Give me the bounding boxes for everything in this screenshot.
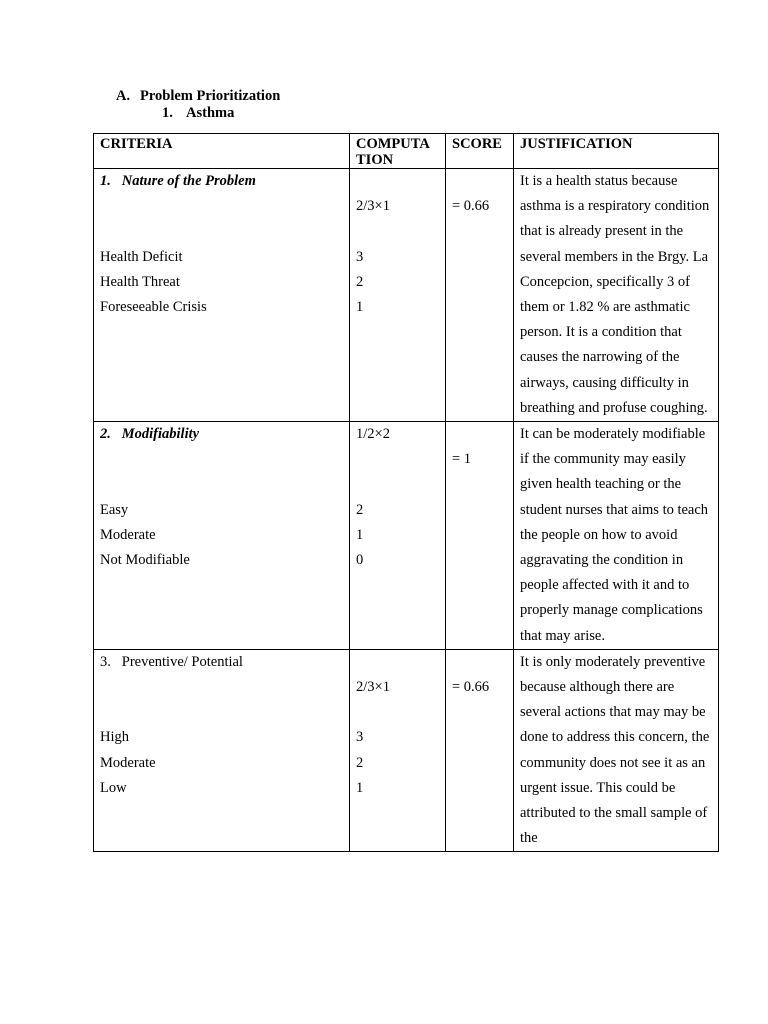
- criteria-name: Nature of the Problem: [121, 173, 256, 189]
- score-cell: [446, 649, 514, 852]
- item-number: 1.: [162, 105, 173, 121]
- score-value: = 0.66: [452, 679, 490, 696]
- header-computation: COMPUTA TION: [350, 134, 446, 169]
- criteria-number: 1.: [100, 173, 111, 189]
- item-title: Asthma: [186, 105, 235, 121]
- option-label: Moderate: [100, 754, 156, 771]
- score-value: = 0.66: [452, 198, 490, 215]
- option-label: Low: [100, 779, 127, 796]
- section-title-line: [116, 88, 280, 105]
- table-header-row: [94, 134, 719, 169]
- table-row: [94, 422, 719, 650]
- score-value: = 1: [452, 451, 472, 468]
- option-label: Foreseeable Crisis: [100, 298, 207, 315]
- option-label: Health Threat: [100, 273, 180, 290]
- criteria-name: Preventive/ Potential: [121, 653, 243, 670]
- prioritization-table: [93, 133, 719, 852]
- option-label: High: [100, 729, 129, 746]
- option-weight: 3: [356, 729, 364, 746]
- section-number: A.: [116, 88, 131, 104]
- option-weight: 1: [356, 298, 364, 315]
- option-label: Moderate: [100, 526, 156, 543]
- option-weight: 0: [356, 551, 364, 568]
- score-cell: [446, 422, 514, 650]
- option-weight: 2: [356, 273, 364, 290]
- option-label: Not Modifiable: [100, 551, 190, 568]
- justification-cell: It is only moderately preventive because although there are several actions that may may be done to address this concern, the community does not see it as an urgent issue. This could be attributed to the small sample of the: [514, 649, 719, 852]
- option-label: Easy: [100, 501, 129, 518]
- computation-value: 2/3×1: [356, 679, 390, 696]
- option-label: Health Deficit: [100, 248, 183, 265]
- criteria-cell: [94, 649, 350, 852]
- justification-cell: It can be moderately modifiable if the community may easily given health teaching or the student nurses that aims to teach the people on how to avoid aggravating the condition in people affected with it and to properly manage complications that may arise.: [514, 422, 719, 650]
- computation-cell: [350, 422, 446, 650]
- option-weight: 1: [356, 779, 364, 796]
- criteria-number: 3.: [100, 653, 111, 670]
- option-weight: 2: [356, 501, 364, 518]
- criteria-cell: [94, 169, 350, 422]
- criteria-cell: [94, 422, 350, 650]
- option-weight: 3: [356, 248, 364, 265]
- header-justification: JUSTIFICATION: [514, 134, 719, 169]
- computation-cell: [350, 169, 446, 422]
- justification-cell: It is a health status because asthma is a respiratory condition that is already present in the several members in the Brgy. La Concepcion, specifically 3 of them or 1.82 % are asthmatic person. It is a condition that causes the narrowing of the airways, causing difficulty in breathing and profuse coughing.: [514, 169, 719, 422]
- criteria-name: Modifiability: [121, 426, 200, 443]
- option-weight: 1: [356, 526, 364, 543]
- option-weight: 2: [356, 754, 364, 771]
- computation-cell: [350, 649, 446, 852]
- header-criteria: CRITERIA: [94, 134, 350, 169]
- table-row: [94, 169, 719, 422]
- criteria-title: [100, 650, 343, 675]
- criteria-number: 2.: [100, 426, 111, 443]
- computation-value: 1/2×2: [356, 426, 390, 443]
- computation-value: 2/3×1: [356, 198, 390, 215]
- section-heading: [116, 88, 280, 122]
- header-score: SCORE: [446, 134, 514, 169]
- criteria-title: [100, 422, 343, 447]
- score-cell: [446, 169, 514, 422]
- section-title: Problem Prioritization: [140, 88, 281, 104]
- item-title-line: [116, 105, 280, 122]
- criteria-title: [100, 169, 343, 194]
- table-row: [94, 649, 719, 852]
